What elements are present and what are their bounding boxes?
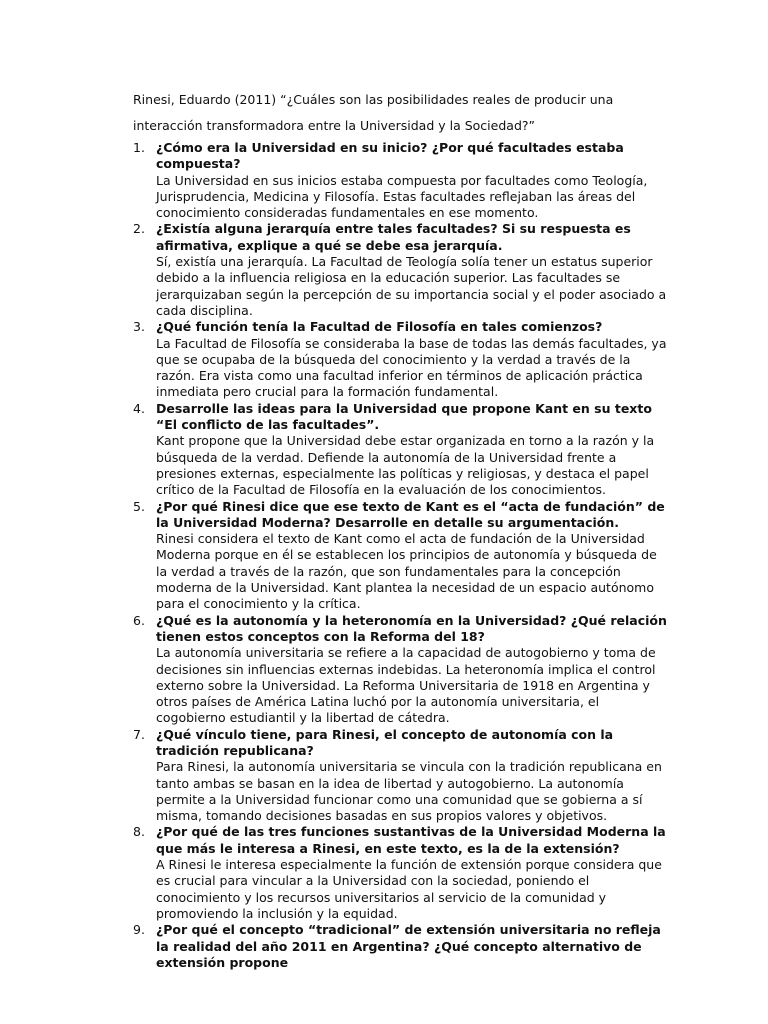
list-item [133,824,668,922]
question-text: ¿Cómo era la Universidad en su inicio? ¿Por qué facultades estaba compuesta? [156,140,624,172]
list-item [133,401,668,499]
question-text: ¿Por qué de las tres funciones sustantivas de la Universidad Moderna la que más le interesa a Rinesi, en este texto, es la de la extensión? [156,824,666,856]
question-text: ¿Qué vínculo tiene, para Rinesi, el concepto de autonomía con la tradición republicana? [156,726,614,758]
item-number: 3. [133,319,145,335]
document-title-line-1: Rinesi, Eduardo (2011) “¿Cuáles son las posibilidades reales de producir una [133,92,614,107]
question-text: ¿Qué función tenía la Facultad de Filosofía en tales comienzos? [156,319,603,335]
answer-text: La autonomía universitaria se refiere a la capacidad de autogobierno y toma de decisiones sin influencias externas indebidas. La heteronomía implica el control externo sobre la Universidad. La Reforma Universitaria de 1918 en Argentina y otros países de América Latina luchó por la autonomía universitaria, el cogobierno estudiantil y la libertad de cátedra. [156,645,656,726]
item-number: 4. [133,400,145,416]
answer-text: La Universidad en sus inicios estaba compuesta por facultades como Teología, Jurisprudencia, Medicina y Filosofía. Estas facultades reflejaban las áreas del conocimiento consideradas fundamentales en ese momento. [156,172,648,221]
question-text: Desarrolle las ideas para la Universidad que propone Kant en su texto “El conflicto de las facultades”. [156,400,652,433]
answer-text: A Rinesi le interesa especialmente la función de extensión porque considera que es crucial para vincular a la Universidad con la sociedad, poniendo el conocimiento y los recursos universitarios al servicio de la comunidad y promoviendo la inclusión y la equidad. [156,857,662,921]
list-item [133,319,668,400]
list-item [133,140,668,221]
list-item [133,221,668,319]
list-item [133,922,668,971]
item-number: 7. [133,726,145,742]
document-title-line-2: interacción transformadora entre la Universidad y la Sociedad?” [133,118,535,133]
question-list [133,140,668,971]
question-text: ¿Qué es la autonomía y la heteronomía en la Universidad? ¿Qué relación tienen estos conceptos con la Reforma del 18? [156,612,667,644]
question-text: ¿Por qué Rinesi dice que ese texto de Kant es el “acta de fundación” de la Universidad Moderna? Desarrolle en detalle su argumentación. [156,498,665,530]
list-item [133,499,668,613]
item-number: 9. [133,922,145,938]
answer-text: La Facultad de Filosofía se consideraba la base de todas las demás facultades, ya que se ocupaba de la búsqueda del conocimiento y la verdad a través de la razón. Era vista como una facultad inferior en términos de aplicación práctica inmediata pero crucial para la formación fundamental. [156,335,667,400]
item-number: 8. [133,824,145,840]
item-number: 2. [133,221,145,237]
answer-text: Sí, existía una jerarquía. La Facultad de Teología solía tener un estatus superior debido a la influencia religiosa en la educación superior. Las facultades se jerarquizaban según la percepción de su importancia social y el poder asociado a cada disciplina. [156,254,667,318]
list-item [133,613,668,727]
item-number: 5. [133,498,145,514]
question-text: ¿Existía alguna jerarquía entre tales facultades? Si su respuesta es afirmativa, explique a qué se debe esa jerarquía. [156,221,631,253]
answer-text: Kant propone que la Universidad debe estar organizada en torno a la razón y la búsqueda de la verdad. Defiende la autonomía de la Universidad frente a presiones externas, especialmente las políticas y religiosas, y destaca el papel crítico de la Facultad de Filosofía en la evaluación de los conocimientos. [156,433,655,498]
question-text: ¿Por qué el concepto “tradicional” de extensión universitaria no refleja la realidad del año 2011 en Argentina? ¿Qué concepto alternativo de extensión propone [156,922,661,970]
item-number: 6. [133,612,145,628]
item-number: 1. [133,140,145,155]
answer-text: Para Rinesi, la autonomía universitaria se vincula con la tradición republicana en tanto ambas se basan en la idea de libertad y autogobierno. La autonomía permite a la Universidad funcionar como una comunidad que se gobierna a sí misma, tomando decisiones basadas en sus propios valores y objetivos. [156,759,662,824]
list-item [133,727,668,825]
answer-text: Rinesi considera el texto de Kant como el acta de fundación de la Universidad Moderna porque en él se establecen los principios de autonomía y búsqueda de la verdad a través de la razón, que son fundamentales para la concepción moderna de la Universidad. Kant plantea la necesidad de un espacio autónomo para el conocimiento y la crítica. [156,531,657,612]
